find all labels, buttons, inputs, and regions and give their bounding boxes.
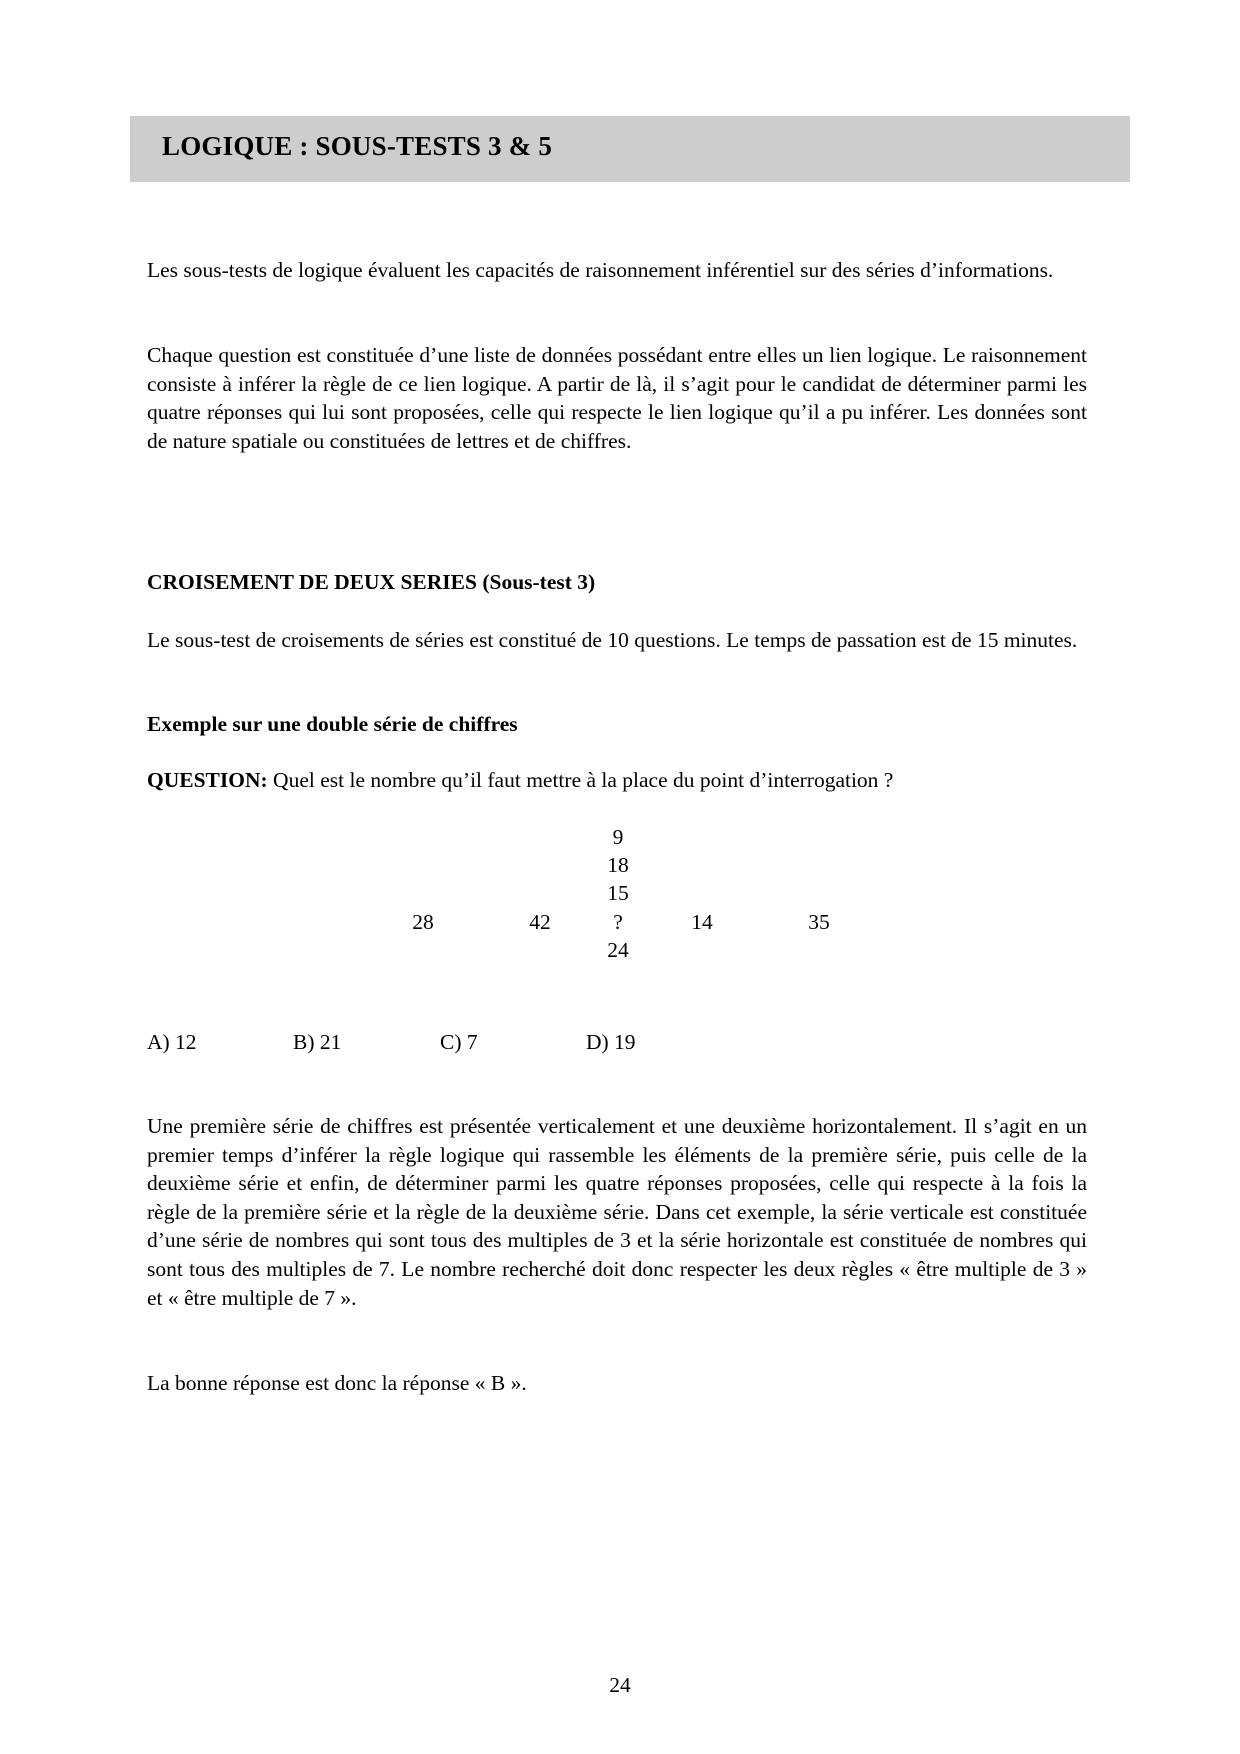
horizontal-number: 28 bbox=[412, 910, 434, 934]
example-title: Exemple sur une double série de chiffres bbox=[147, 712, 518, 736]
question-label: QUESTION: bbox=[147, 768, 268, 792]
vertical-number: 9 bbox=[612, 825, 624, 849]
horizontal-number: 14 bbox=[691, 910, 713, 934]
page-title: LOGIQUE : SOUS-TESTS 3 & 5 bbox=[162, 131, 553, 161]
vertical-number: 18 bbox=[607, 853, 629, 877]
intro-paragraph-2: Chaque question est constituée d’une liste de données possédant entre elles un lien logique. Le raisonnement consiste à inférer la règle de ce lien logique. A partir de là, il s’agit pour le candidat de déterminer parmi les quatre réponses qui lui sont proposées, celle qui respecte le lien logique qu’il a pu inférer. Les données sont de nature spatiale ou constituées de lettres et de chiffres. bbox=[147, 343, 1087, 453]
question-line bbox=[147, 768, 893, 793]
section-header-band bbox=[130, 116, 1130, 182]
answer-option-a: A) 12 bbox=[147, 1030, 197, 1054]
section-title: CROISEMENT DE DEUX SERIES (Sous-test 3) bbox=[147, 570, 596, 594]
section-description: Le sous-test de croisements de séries est constitué de 10 questions. Le temps de passation est de 15 minutes. bbox=[147, 628, 1078, 652]
answer-option-d: D) 19 bbox=[586, 1030, 636, 1054]
horizontal-number: 35 bbox=[808, 910, 830, 934]
question-mark-cell: ? bbox=[613, 910, 623, 934]
explanation-paragraph: Une première série de chiffres est présentée verticalement et une deuxième horizontalement. Il s’agit en un premier temps d’inférer la règle logique qui rassemble les éléments de la première série, puis celle de la deuxième série et enfin, de déterminer parmi les quatre réponses proposées, celle qui respecte à la fois la règle de la première série et la règle de la deuxième série. Dans cet exemple, la série verticale est constituée d’une série de nombres qui sont tous des multiples de 3 et la série horizontale est constituée de nombres qui sont tous des multiples de 7. Le nombre recherché doit donc respecter les deux règles « être multiple de 3 » et « être multiple de 7 ». bbox=[147, 1114, 1087, 1310]
answer-conclusion: La bonne réponse est donc la réponse « B ». bbox=[147, 1371, 527, 1395]
answer-option-c: C) 7 bbox=[440, 1030, 478, 1054]
answer-option-b: B) 21 bbox=[293, 1030, 342, 1054]
intro-paragraph-1: Les sous-tests de logique évaluent les capacités de raisonnement inférentiel sur des séries d’informations. bbox=[147, 258, 1054, 282]
question-text: Quel est le nombre qu’il faut mettre à la place du point d’interrogation ? bbox=[267, 768, 894, 792]
vertical-number: 24 bbox=[607, 938, 629, 962]
page-number: 24 bbox=[609, 1673, 631, 1697]
vertical-number: 15 bbox=[607, 881, 629, 905]
horizontal-number: 42 bbox=[529, 910, 551, 934]
